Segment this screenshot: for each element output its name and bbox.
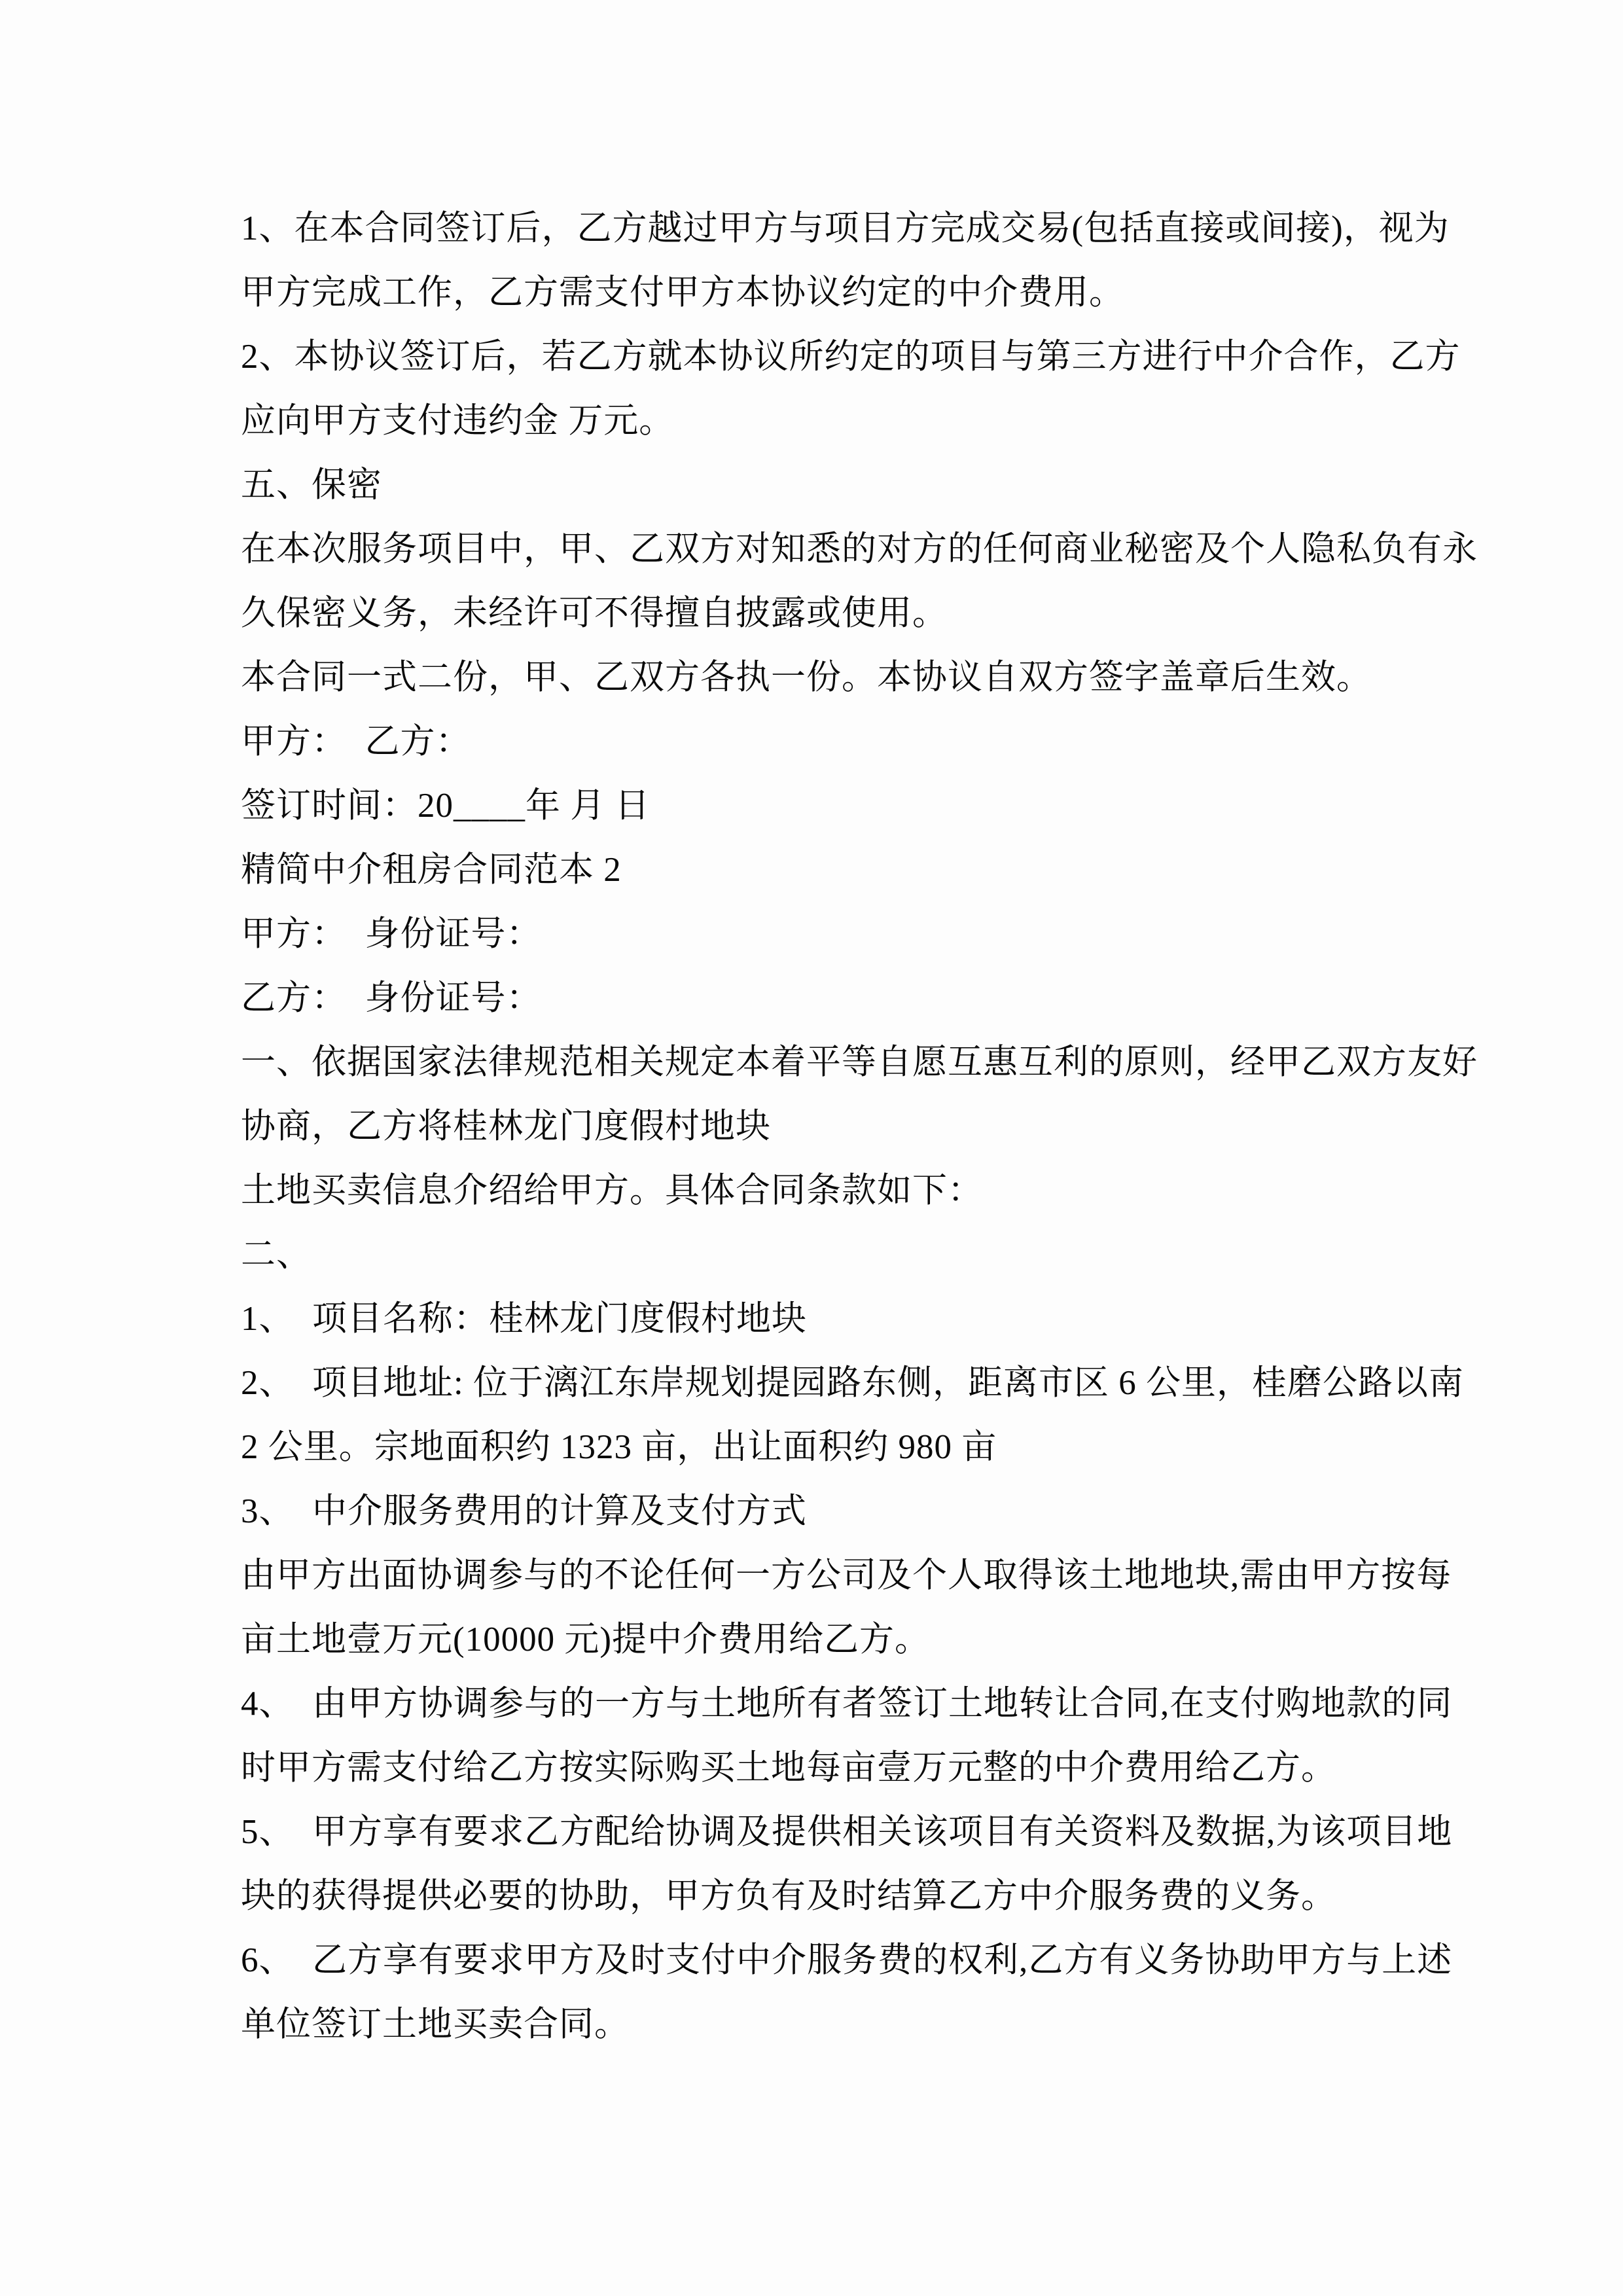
contract-line: 6、 乙方享有要求甲方及时支付中介服务费的权利,乙方有义务协助甲方与上述	[241, 1941, 1453, 1979]
contract-line: 五、保密	[241, 466, 382, 504]
contract-line: 签订时间：20____年 月 日	[241, 787, 651, 825]
contract-line: 协商，乙方将桂林龙门度假村地块	[241, 1107, 771, 1145]
contract-line: 2 公里。宗地面积约 1323 亩，出让面积约 980 亩	[241, 1428, 997, 1466]
contract-line: 时甲方需支付给乙方按实际购买土地每亩壹万元整的中介费用给乙方。	[241, 1749, 1336, 1787]
contract-line: 甲方： 身份证号：	[241, 915, 542, 953]
contract-line: 块的获得提供必要的协助，甲方负有及时结算乙方中介服务费的义务。	[241, 1877, 1336, 1915]
contract-line: 二、	[241, 1236, 312, 1274]
contract-line: 亩土地壹万元(10000 元)提中介费用给乙方。	[241, 1621, 931, 1659]
contract-line: 4、 由甲方协调参与的一方与土地所有者签订土地转让合同,在支付购地款的同	[241, 1685, 1453, 1723]
contract-line: 土地买卖信息介绍给甲方。具体合同条款如下：	[241, 1172, 983, 1210]
contract-line: 1、在本合同签订后，乙方越过甲方与项目方完成交易(包括直接或间接)，视为	[241, 209, 1450, 247]
contract-line: 在本次服务项目中，甲、乙双方对知悉的对方的任何商业秘密及个人隐私负有永	[241, 530, 1478, 568]
contract-line: 本合同一式二份，甲、乙双方各执一份。本协议自双方签字盖章后生效。	[241, 658, 1372, 696]
contract-line: 单位签订土地买卖合同。	[241, 2005, 630, 2043]
contract-line: 3、 中介服务费用的计算及支付方式	[241, 1492, 807, 1530]
contract-line: 乙方： 身份证号：	[241, 979, 542, 1017]
contract-line: 精简中介租房合同范本 2	[241, 851, 622, 889]
contract-line: 甲方完成工作，乙方需支付甲方本协议约定的中介费用。	[241, 274, 1124, 312]
contract-line: 甲方： 乙方：	[241, 723, 471, 761]
contract-line: 久保密义务，未经许可不得擅自披露或使用。	[241, 594, 948, 632]
contract-line: 1、 项目名称：桂林龙门度假村地块	[241, 1300, 807, 1338]
contract-line: 5、 甲方享有要求乙方配给协调及提供相关该项目有关资料及数据,为该项目地	[241, 1813, 1453, 1851]
contract-line: 由甲方出面协调参与的不论任何一方公司及个人取得该土地地块,需由甲方按每	[241, 1556, 1452, 1594]
contract-text-block	[241, 196, 1478, 2056]
contract-line: 一、依据国家法律规范相关规定本着平等自愿互惠互利的原则，经甲乙双方友好	[241, 1043, 1478, 1081]
contract-line: 2、本协议签订后，若乙方就本协议所约定的项目与第三方进行中介合作，乙方	[241, 338, 1461, 376]
contract-line: 应向甲方支付违约金 万元。	[241, 402, 675, 440]
contract-line: 2、 项目地址: 位于漓江东岸规划提园路东侧，距离市区 6 公里，桂磨公路以南	[241, 1364, 1464, 1402]
